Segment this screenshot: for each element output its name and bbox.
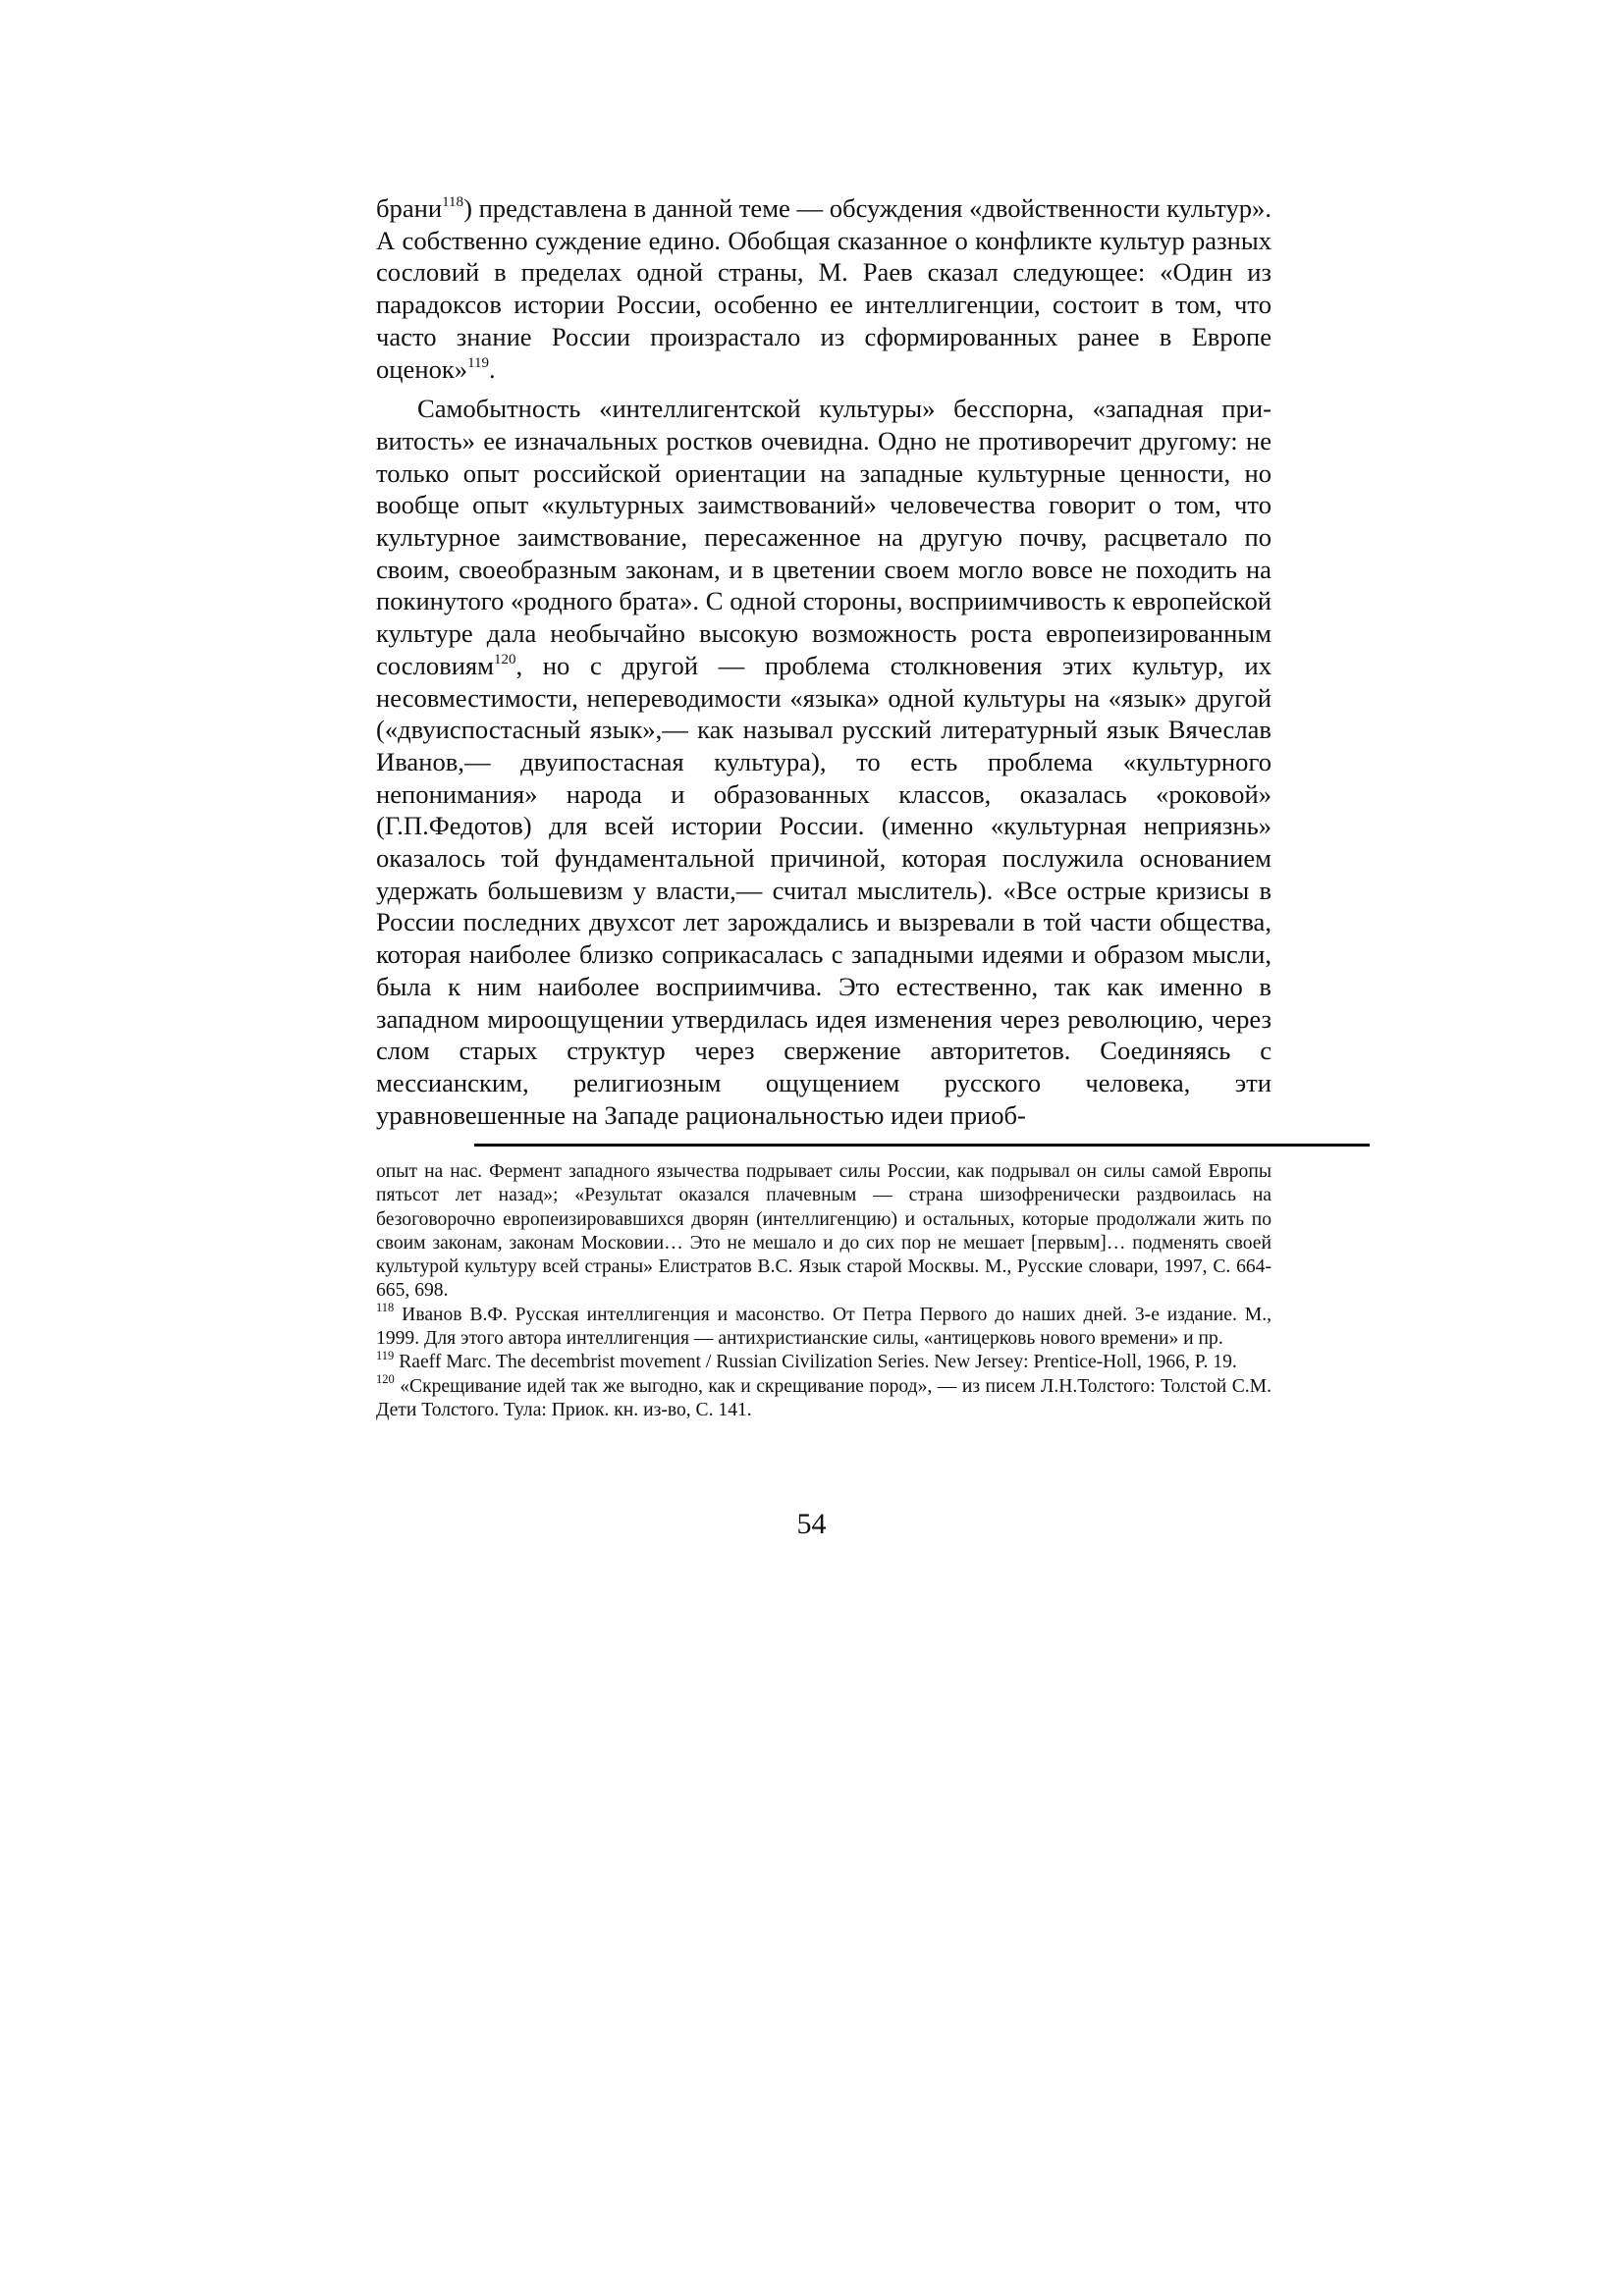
paragraph-2 xyxy=(376,393,1271,1131)
footnote-120 xyxy=(376,1372,1271,1423)
footnote-119-text: Raeff Marc. The decembrist movement / Russian Civilization Series. New Jersey: Prentice-Holl, 1966, P. 19. xyxy=(394,1352,1237,1373)
paragraph-2-text-b: , но с другой — проблема столкновения этих культур, их несовместимости, непереводимости «языка» одной культуры на «язык» другой («двуиспостасный язык»,— как называл русский литературный язык Вячеслав Иванов,— двуипостасная культура), то есть проблема «культурного непонимания» народа и образованных классов, оказалась «роковой» (Г.П.Федотов) для всей истории России. (именно «культурная неприязнь» оказалось той фундаментальной причиной, которая послужила основанием удержать большевизм у власти,— считал мыслитель). «Все острые кризисы в России последних двухсот лет зарождались и вызревали в той части общества, которая наиболее близко соприкасалась с западными идеями и образом мысли, была к ним наиболее восприимчива. Это естественно, так как именно в западном мироощущении утвердилась идея изменения через революцию, через слом старых структур через свержение авторитетов. Соединяясь с мессианским, религиозным ощущением русского человека, эти уравновешенные на Западе рациональностью идеи приоб- xyxy=(376,650,1271,1130)
footnote-120-text: «Скрещивание идей так же выгодно, как и скрещивание пород», — из писем Л.Н.Толстого: Толстой С.М. Дети Толстого. Тула: Приок. кн. из-во, С. 141. xyxy=(376,1375,1271,1420)
footnote-ref-119: 119 xyxy=(467,354,490,371)
footnote-118-text: Иванов В.Ф. Русская интеллигенция и масонство. От Петра Первого до наших дней. 3-е издание. М., 1999. Для этого автора интеллигенция — антихристианские силы, «антицерковь нового времени» и пр. xyxy=(376,1304,1271,1350)
footnote-119 xyxy=(376,1348,1271,1374)
footnote-continuation: опыт на нас. Фермент западного язычества подрывает силы России, как подрывал он силы самой Европы пятьсот лет назад»; «Результат оказался плачевным — страна шизофренически раздвоилась на безоговорочно европеизировавшихся дворян (интеллигенцию) и остальных, которые продолжали жить по своим законам, законам Московии… Это не мешало и до сих пор не мешает [первым]… подменять своей культурой культуру всей страны» Елистратов В.С. Язык старой Москвы. М., Русские словари, 1997, С. 664-665, 698. xyxy=(376,1161,1271,1302)
paragraph-1-text-b: ) представлена в данной теме — обсуждения «двойственности культур». А собственно суждение едино. Обобщая сказанное о конфликте культур разных сословий в пределах одной страны, М. Раев сказал следующее: «Один из парадоксов истории России, особенно ее интеллигенции, состоит в том, что часто знание России произрастало из сформированных ранее в Европе оценок» xyxy=(376,193,1271,384)
footnote-ref-120: 120 xyxy=(493,651,516,667)
paragraph-1 xyxy=(376,192,1271,385)
paragraph-2-text-a: Самобытность «интеллигентской культуры» бесспорна, «западная привитость» ее изначальных ростков очевидна. Одно не противоречит другому: не только опыт российской ориентации на западные культурные ценности, но вообще опыт «культурных заимствований» человечества говорит о том, что культурное заимствование, пересаженное на другую почву, расцветало по своим, своеобразным законам, и в цветении своем могло вовсе не походить на покинутого «родного брата». С одной стороны, восприимчивость к европейской культуре дала необычайно высокую возможность роста европеизированным сословиям xyxy=(376,394,1271,680)
footnote-number-120: 120 xyxy=(376,1372,395,1387)
paragraph-1-text-a: брани xyxy=(376,193,443,223)
footnote-number-118: 118 xyxy=(376,1301,395,1315)
footnote-number-119: 119 xyxy=(376,1348,395,1362)
footnotes xyxy=(376,1160,1271,1422)
page-number: 54 xyxy=(796,1508,827,1540)
main-text xyxy=(376,192,1271,1131)
footnote-separator xyxy=(474,1144,1370,1147)
paragraph-1-text-c: . xyxy=(489,353,496,384)
footnote-118 xyxy=(376,1301,1271,1352)
footnote-ref-118: 118 xyxy=(442,194,464,211)
